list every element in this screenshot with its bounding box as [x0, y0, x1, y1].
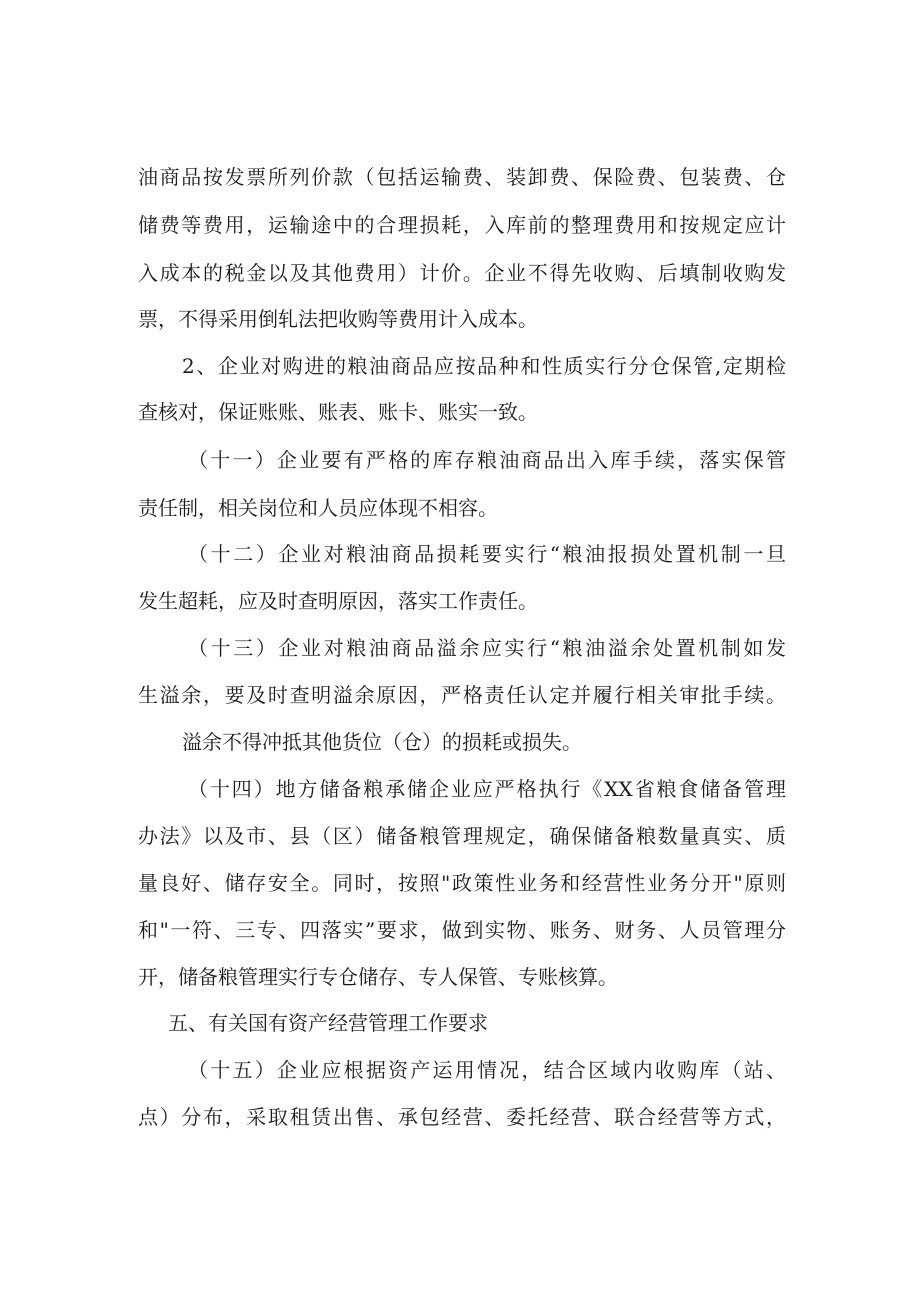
paragraph-first-line: （十四）地方储备粮承储企业应严格执行《XX省粮食储备管理	[188, 777, 786, 801]
text-line: 和"一符、三专、四落实”要求，做到实物、账务、财务、人员管理分	[138, 918, 786, 942]
text-line: 储费等费用，运输途中的合理损耗，入库前的整理费用和按规定应计	[138, 213, 786, 237]
text-line: 办法》以及市、县（区）储备粮管理规定，确保储备粮数量真实、质	[138, 824, 786, 848]
text-line: 查核对，保证账账、账表、账卡、账实一致。	[138, 400, 538, 424]
text-line: 入成本的税金以及其他费用）计价。企业不得先收购、后填制收购发	[138, 261, 786, 285]
text-line: 发生超耗，应及时查明原因，落实工作责任。	[138, 589, 538, 613]
paragraph-first-line: （十一）企业要有严格的库存粮油商品出入库手续，落实保管	[188, 448, 786, 472]
text-line: 开，储备粮管理实行专仓储存、专人保管、专账核算。	[138, 965, 618, 989]
text-line: 票，不得采用倒轧法把收购等费用计入成本。	[138, 307, 538, 331]
text-line: 生溢余，要及时查明溢余原因，严格责任认定并履行相关审批手续。	[138, 683, 786, 707]
text-line: 油商品按发票所列价款（包括运输费、装卸费、保险费、包装费、仓	[138, 165, 786, 189]
paragraph-first-line: 2、企业对购进的粮油商品应按品种和性质实行分仓保管,定期检	[182, 354, 786, 378]
paragraph-first-line: （十五）企业应根据资产运用情况，结合区域内收购库（站、	[188, 1058, 786, 1082]
text-line: 量良好、储存安全。同时，按照"政策性业务和经营性业务分开"原则	[138, 871, 786, 895]
section-heading: 五、有关国有资产经营管理工作要求	[168, 1011, 488, 1035]
text-line: 点）分布，采取租赁出售、承包经营、委托经营、联合经营等方式，	[138, 1105, 786, 1129]
paragraph-first-line: （十三）企业对粮油商品溢余应实行“粮油溢余处置机制如发	[188, 636, 786, 660]
paragraph-first-line: （十二）企业对粮油商品损耗要实行“粮油报损处置机制一旦	[188, 542, 786, 566]
text-line: 责任制，相关岗位和人员应体现不相容。	[138, 496, 498, 520]
paragraph-first-line: 溢余不得冲抵其他货位（仓）的损耗或损失。	[182, 730, 582, 754]
